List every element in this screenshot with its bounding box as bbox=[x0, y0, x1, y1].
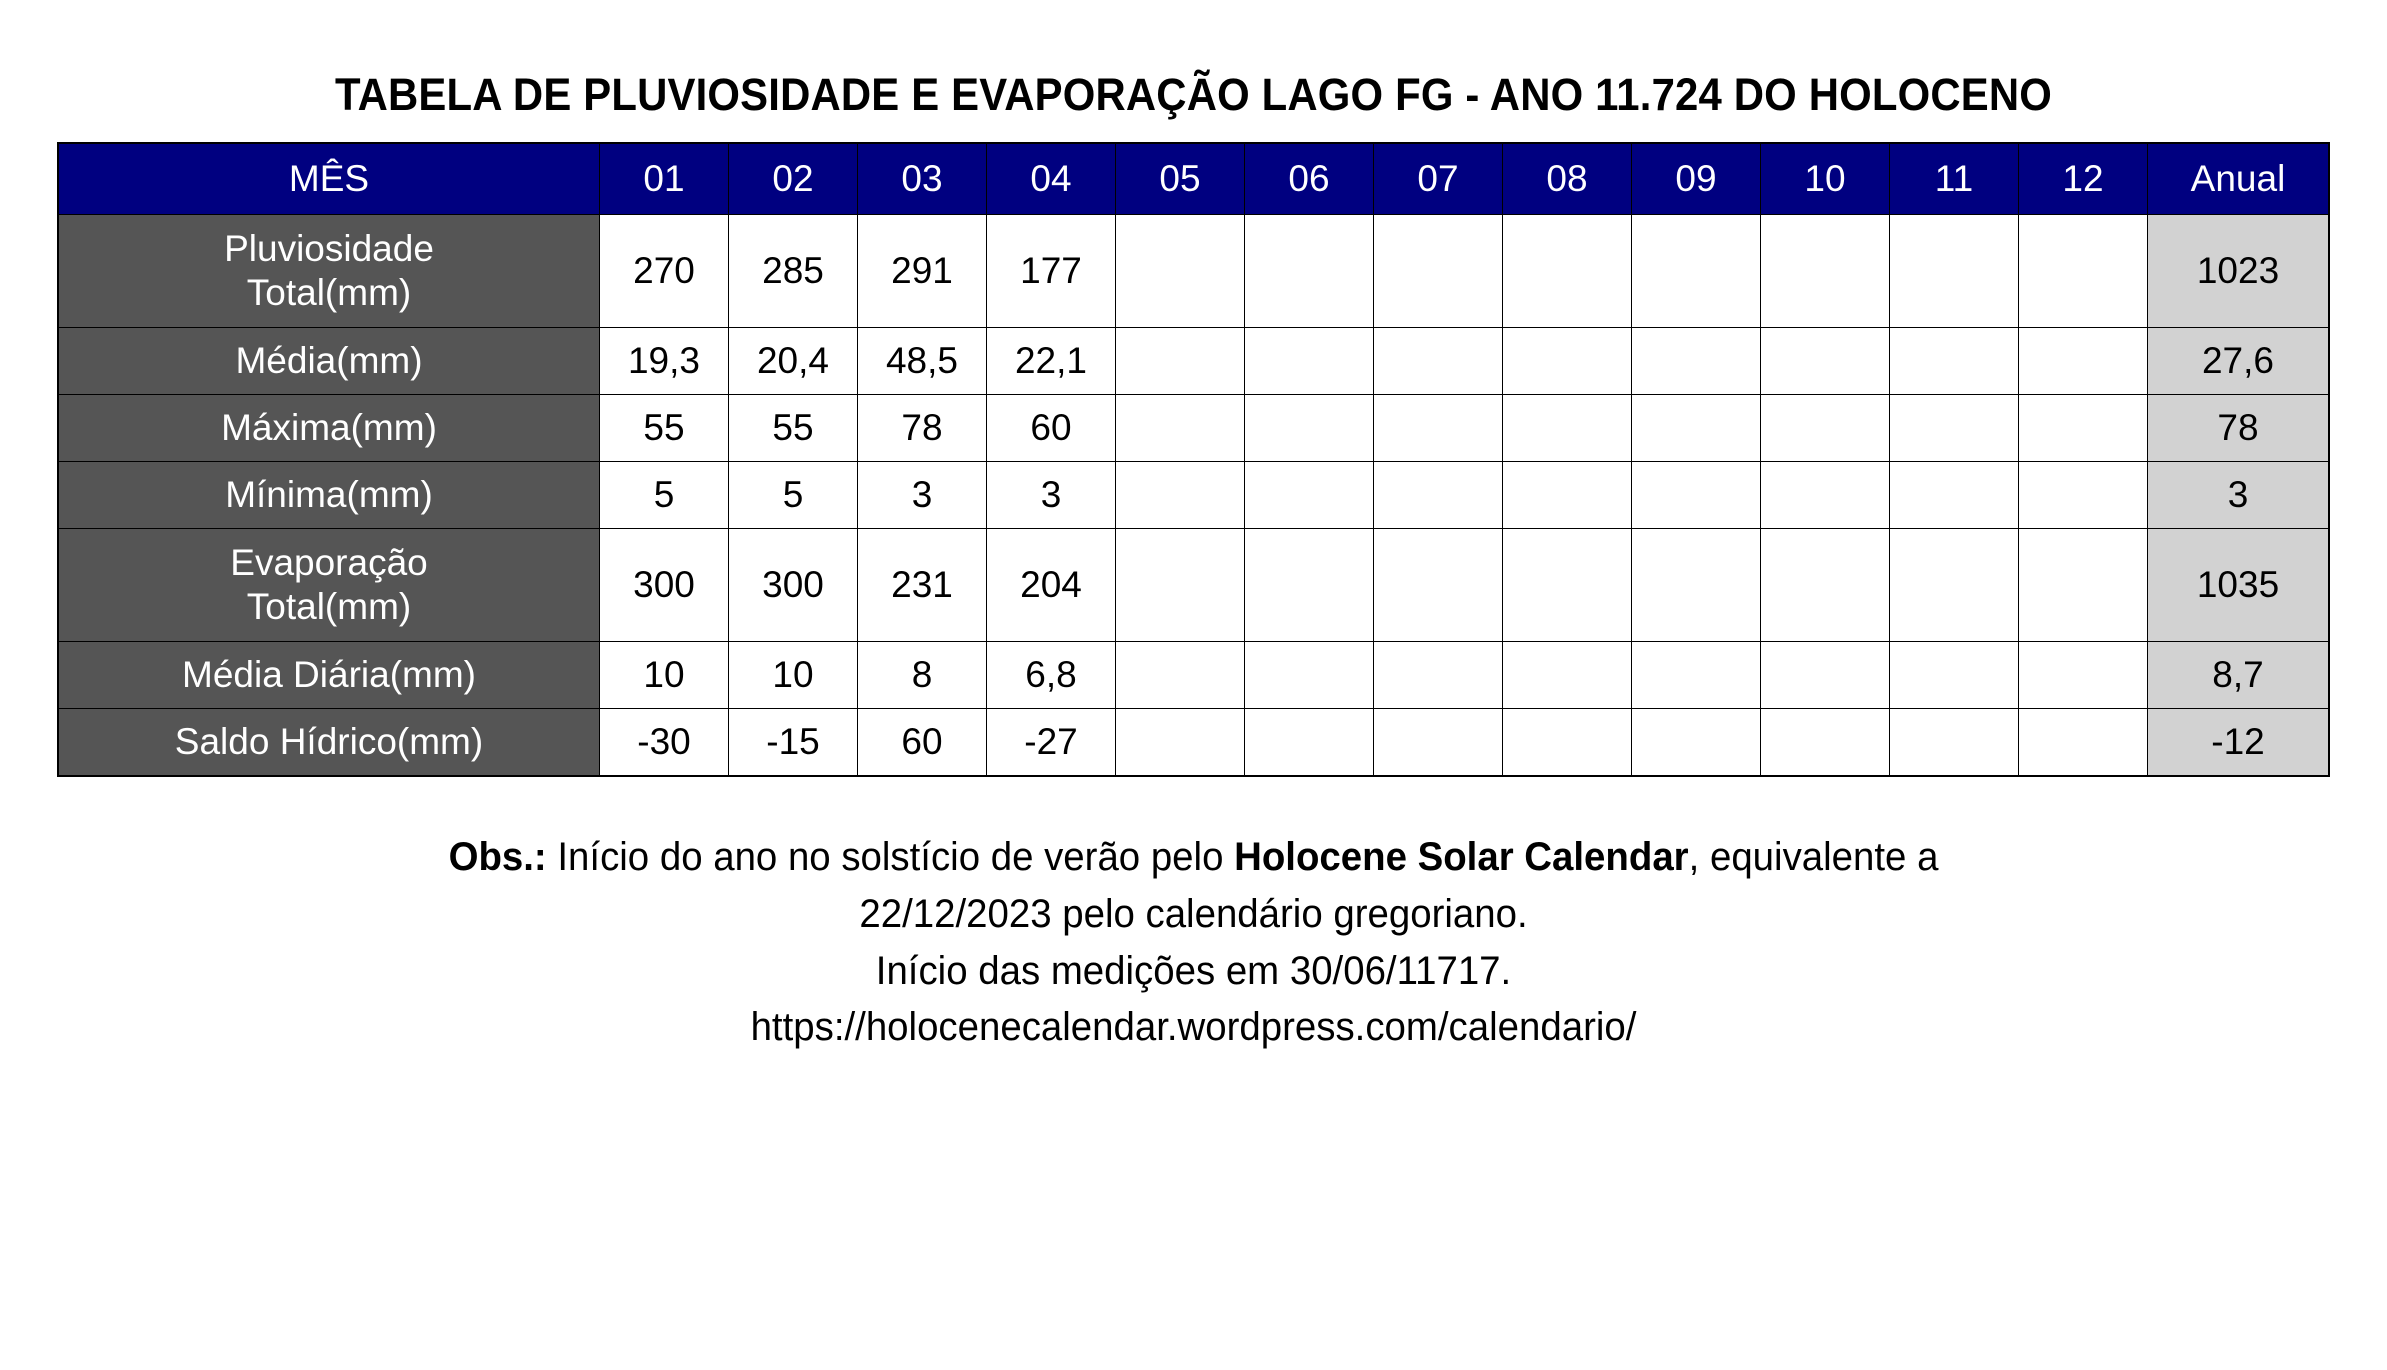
page-title: TABELA DE PLUVIOSIDADE E EVAPORAÇÃO LAGO FG - ANO 11.724 DO HOLOCENO bbox=[334, 69, 2053, 120]
cell-12[interactable] bbox=[2019, 462, 2148, 529]
cell-04[interactable]: 204 bbox=[987, 529, 1116, 642]
cell-03[interactable]: 78 bbox=[858, 395, 987, 462]
header-month-06: 06 bbox=[1245, 143, 1374, 215]
header-month-02: 02 bbox=[729, 143, 858, 215]
cell-02[interactable]: 300 bbox=[729, 529, 858, 642]
cell-07[interactable] bbox=[1374, 709, 1503, 777]
header-month-01: 01 bbox=[600, 143, 729, 215]
table-row bbox=[58, 709, 2329, 777]
table-row bbox=[58, 529, 2329, 642]
row-label-line-1: Mínima(mm) bbox=[225, 474, 433, 516]
cell-06[interactable] bbox=[1245, 328, 1374, 395]
note-line-2: 22/12/2023 pelo calendário gregoriano. bbox=[859, 891, 1528, 936]
cell-07[interactable] bbox=[1374, 462, 1503, 529]
cell-04[interactable]: 22,1 bbox=[987, 328, 1116, 395]
cell-10[interactable] bbox=[1761, 462, 1890, 529]
table-row bbox=[58, 642, 2329, 709]
cell-04[interactable]: -27 bbox=[987, 709, 1116, 777]
cell-10[interactable] bbox=[1761, 709, 1890, 777]
cell-05[interactable] bbox=[1116, 462, 1245, 529]
row-label bbox=[58, 709, 600, 777]
cell-01[interactable]: 55 bbox=[600, 395, 729, 462]
cell-02[interactable]: 55 bbox=[729, 395, 858, 462]
row-label-line-1: Média Diária(mm) bbox=[182, 654, 476, 696]
cell-03[interactable]: 48,5 bbox=[858, 328, 987, 395]
note-link[interactable]: https://holocenecalendar.wordpress.com/calendario/ bbox=[750, 1005, 1637, 1050]
cell-05[interactable] bbox=[1116, 642, 1245, 709]
row-label-line-2: Total(mm) bbox=[246, 272, 412, 313]
note-line-1 bbox=[48, 829, 2340, 886]
cell-01[interactable]: 5 bbox=[600, 462, 729, 529]
cell-07[interactable] bbox=[1374, 642, 1503, 709]
cell-08[interactable] bbox=[1503, 215, 1632, 328]
cell-09[interactable] bbox=[1632, 529, 1761, 642]
row-label bbox=[58, 462, 600, 529]
cell-10[interactable] bbox=[1761, 215, 1890, 328]
cell-10[interactable] bbox=[1761, 328, 1890, 395]
header-month-04: 04 bbox=[987, 143, 1116, 215]
cell-06[interactable] bbox=[1245, 395, 1374, 462]
cell-07[interactable] bbox=[1374, 529, 1503, 642]
cell-11[interactable] bbox=[1890, 215, 2019, 328]
cell-06[interactable] bbox=[1245, 709, 1374, 777]
cell-01[interactable]: 10 bbox=[600, 642, 729, 709]
cell-09[interactable] bbox=[1632, 462, 1761, 529]
table-row bbox=[58, 328, 2329, 395]
cell-02[interactable]: 10 bbox=[729, 642, 858, 709]
cell-05[interactable] bbox=[1116, 529, 1245, 642]
table-container bbox=[0, 142, 2387, 777]
cell-anual[interactable]: 1035 bbox=[2148, 529, 2330, 642]
cell-01[interactable]: -30 bbox=[600, 709, 729, 777]
cell-02[interactable]: 20,4 bbox=[729, 328, 858, 395]
cell-05[interactable] bbox=[1116, 395, 1245, 462]
cell-11[interactable] bbox=[1890, 529, 2019, 642]
cell-09[interactable] bbox=[1632, 709, 1761, 777]
cell-01[interactable]: 19,3 bbox=[600, 328, 729, 395]
table-head bbox=[58, 143, 2329, 215]
header-row bbox=[58, 143, 2329, 215]
cell-11[interactable] bbox=[1890, 709, 2019, 777]
cell-12[interactable] bbox=[2019, 395, 2148, 462]
header-month-09: 09 bbox=[1632, 143, 1761, 215]
cell-11[interactable] bbox=[1890, 395, 2019, 462]
cell-05[interactable] bbox=[1116, 709, 1245, 777]
row-label-line-1: Evaporação bbox=[230, 542, 428, 584]
cell-12[interactable] bbox=[2019, 215, 2148, 328]
row-label-line-2: Total(mm) bbox=[246, 586, 412, 627]
cell-06[interactable] bbox=[1245, 215, 1374, 328]
cell-12[interactable] bbox=[2019, 328, 2148, 395]
cell-10[interactable] bbox=[1761, 529, 1890, 642]
row-label-line-1: Máxima(mm) bbox=[221, 407, 437, 449]
cell-11[interactable] bbox=[1890, 462, 2019, 529]
cell-07[interactable] bbox=[1374, 395, 1503, 462]
cell-04[interactable]: 3 bbox=[987, 462, 1116, 529]
cell-01[interactable]: 270 bbox=[600, 215, 729, 328]
cell-03[interactable]: 3 bbox=[858, 462, 987, 529]
cell-11[interactable] bbox=[1890, 328, 2019, 395]
header-month-08: 08 bbox=[1503, 143, 1632, 215]
row-label-line-1: Pluviosidade bbox=[224, 228, 434, 270]
note-line-1-part-1: Início do ano no solstício de verão pelo bbox=[546, 835, 1235, 879]
cell-06[interactable] bbox=[1245, 462, 1374, 529]
cell-12[interactable] bbox=[2019, 529, 2148, 642]
cell-09[interactable] bbox=[1632, 395, 1761, 462]
cell-08[interactable] bbox=[1503, 709, 1632, 777]
row-label-line-1: Média(mm) bbox=[235, 340, 423, 382]
header-month-05: 05 bbox=[1116, 143, 1245, 215]
header-month-12: 12 bbox=[2019, 143, 2148, 215]
cell-04[interactable]: 177 bbox=[987, 215, 1116, 328]
cell-anual[interactable]: 78 bbox=[2148, 395, 2330, 462]
cell-12[interactable] bbox=[2019, 709, 2148, 777]
cell-10[interactable] bbox=[1761, 642, 1890, 709]
cell-01[interactable]: 300 bbox=[600, 529, 729, 642]
cell-06[interactable] bbox=[1245, 529, 1374, 642]
footer-notes bbox=[0, 829, 2387, 1056]
header-mes: MÊS bbox=[58, 143, 600, 215]
cell-12[interactable] bbox=[2019, 642, 2148, 709]
cell-06[interactable] bbox=[1245, 642, 1374, 709]
cell-09[interactable] bbox=[1632, 328, 1761, 395]
cell-03[interactable]: 60 bbox=[858, 709, 987, 777]
table-row bbox=[58, 462, 2329, 529]
cell-03[interactable]: 8 bbox=[858, 642, 987, 709]
note-calendar-name: Holocene Solar Calendar bbox=[1234, 835, 1689, 879]
cell-05[interactable] bbox=[1116, 215, 1245, 328]
header-month-11: 11 bbox=[1890, 143, 2019, 215]
cell-02[interactable]: 285 bbox=[729, 215, 858, 328]
row-label bbox=[58, 395, 600, 462]
cell-08[interactable] bbox=[1503, 529, 1632, 642]
cell-02[interactable]: -15 bbox=[729, 709, 858, 777]
cell-anual[interactable]: 27,6 bbox=[2148, 328, 2330, 395]
cell-02[interactable]: 5 bbox=[729, 462, 858, 529]
pluviosidade-table bbox=[57, 142, 2330, 777]
note-line-1-part-2: , equivalente a bbox=[1688, 835, 1939, 879]
header-month-07: 07 bbox=[1374, 143, 1503, 215]
table-row bbox=[58, 395, 2329, 462]
cell-07[interactable] bbox=[1374, 328, 1503, 395]
row-label bbox=[58, 328, 600, 395]
cell-08[interactable] bbox=[1503, 328, 1632, 395]
cell-10[interactable] bbox=[1761, 395, 1890, 462]
note-line-3: Início das medições em 30/06/11717. bbox=[875, 948, 1512, 993]
cell-03[interactable]: 291 bbox=[858, 215, 987, 328]
header-anual: Anual bbox=[2148, 143, 2330, 215]
cell-08[interactable] bbox=[1503, 642, 1632, 709]
header-month-03: 03 bbox=[858, 143, 987, 215]
note-obs-label: Obs.: bbox=[448, 835, 547, 879]
cell-09[interactable] bbox=[1632, 642, 1761, 709]
row-label bbox=[58, 529, 600, 642]
cell-03[interactable]: 231 bbox=[858, 529, 987, 642]
header-month-10: 10 bbox=[1761, 143, 1890, 215]
cell-anual[interactable]: 3 bbox=[2148, 462, 2330, 529]
row-label-line-1: Saldo Hídrico(mm) bbox=[174, 721, 484, 763]
table-body bbox=[58, 215, 2329, 777]
cell-04[interactable]: 60 bbox=[987, 395, 1116, 462]
cell-anual[interactable]: 8,7 bbox=[2148, 642, 2330, 709]
table-row bbox=[58, 215, 2329, 328]
row-label bbox=[58, 642, 600, 709]
cell-11[interactable] bbox=[1890, 642, 2019, 709]
cell-09[interactable] bbox=[1632, 215, 1761, 328]
row-label bbox=[58, 215, 600, 328]
cell-anual[interactable]: -12 bbox=[2148, 709, 2330, 777]
cell-08[interactable] bbox=[1503, 395, 1632, 462]
cell-anual[interactable]: 1023 bbox=[2148, 215, 2330, 328]
cell-04[interactable]: 6,8 bbox=[987, 642, 1116, 709]
cell-07[interactable] bbox=[1374, 215, 1503, 328]
cell-08[interactable] bbox=[1503, 462, 1632, 529]
cell-05[interactable] bbox=[1116, 328, 1245, 395]
